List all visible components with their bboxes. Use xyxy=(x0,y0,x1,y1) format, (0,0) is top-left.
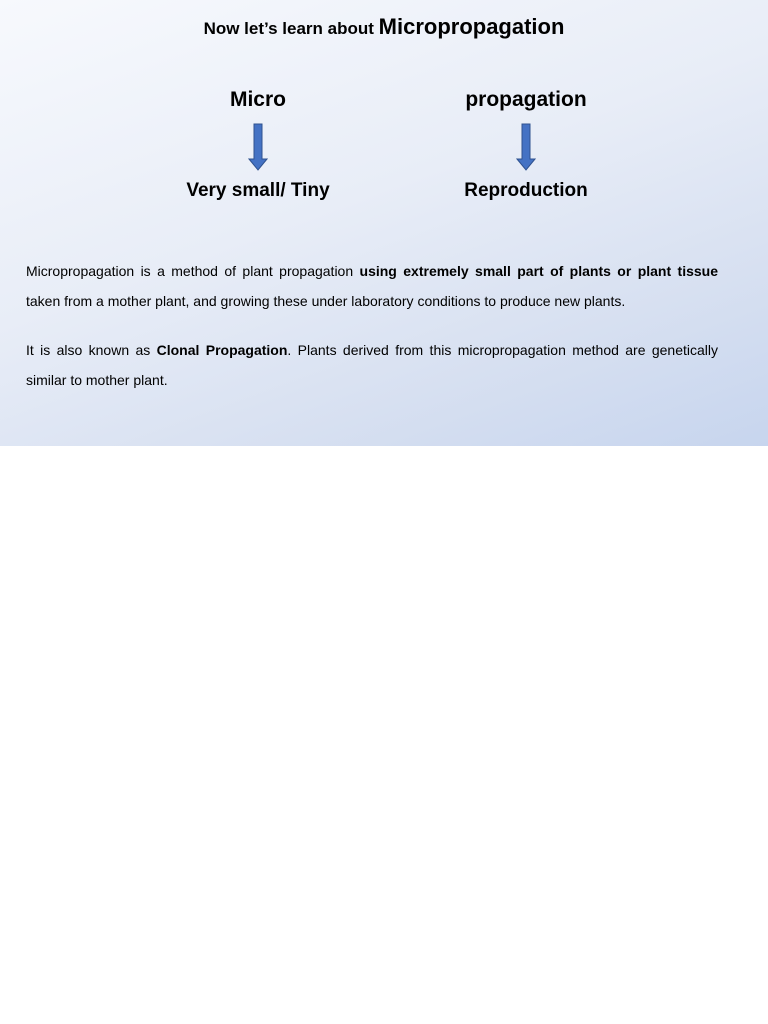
clonal-propagation-paragraph xyxy=(26,336,718,395)
down-arrow-icon xyxy=(248,123,268,171)
title-main: Micropropagation xyxy=(378,14,565,39)
definition-text-start: Micropropagation is a method of plant propagation xyxy=(26,263,360,279)
down-arrow-icon xyxy=(516,123,536,171)
slide-title xyxy=(0,14,768,40)
definition-text-end: taken from a mother plant, and growing these under laboratory conditions to produce new plants. xyxy=(26,292,626,309)
meaning-micro: Very small/ Tiny xyxy=(186,180,330,201)
title-prefix: Now let’s learn about xyxy=(203,19,379,38)
term-micro: Micro xyxy=(229,88,286,111)
clonal-text-end: . Plants derived from this micropropagation method are genetically similar to mother plant. xyxy=(26,342,719,388)
slide-background xyxy=(0,0,768,446)
term-propagation: propagation xyxy=(465,88,587,111)
word-breakdown-propagation xyxy=(406,86,646,203)
meaning-propagation: Reproduction xyxy=(464,180,588,201)
clonal-bold-text: Clonal Propagation xyxy=(156,342,288,358)
definition-paragraph xyxy=(26,257,718,316)
definition-bold-text: using extremely small part of plants or plant tissue xyxy=(359,263,719,279)
clonal-text-start: It is also known as xyxy=(26,342,157,358)
word-breakdown-micro xyxy=(138,86,378,203)
